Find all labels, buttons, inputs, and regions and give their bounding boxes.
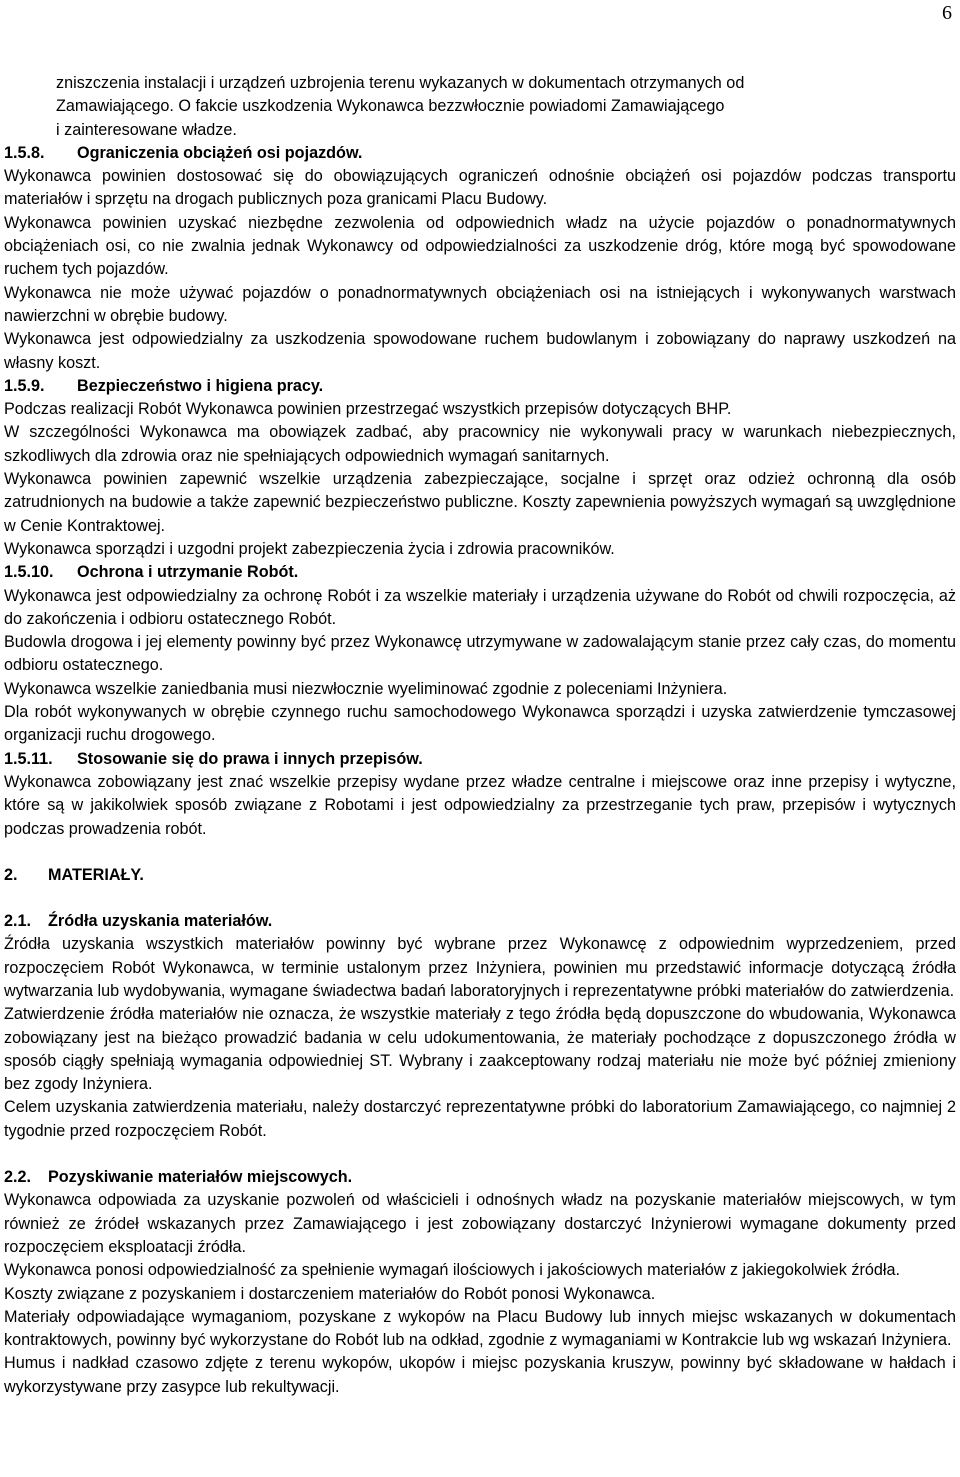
section-heading-1-5-9 xyxy=(4,375,956,398)
page-number: 6 xyxy=(942,2,952,24)
paragraph: Wykonawca odpowiada za uzyskanie pozwoleń od właścicieli i odnośnych władz na pozyskanie materiałów miejscowych, w tym również ze źródeł wskazanych przez Zamawiającego i jest zobowiązany dostarczyć Inżynierowi wymagane dokumenty przed rozpoczęciem eksploatacji źródła. xyxy=(4,1191,956,1256)
section-heading-2-1 xyxy=(4,910,956,933)
paragraph: Źródła uzyskania wszystkich materiałów powinny być wybrane przez Wykonawcę z odpowiednim wyprzedzeniem, przed rozpoczęciem Robót Wykonawca, w terminie ustalonym przez Inżyniera, powinien mu przedstawić informacje dotyczącą źródła wytwarzania lub wydobywania, wymagane świadectwa badań laboratoryjnych i reprezentatywne próbki materiałów do zatwierdzenia. xyxy=(4,935,956,1000)
paragraph: Dla robót wykonywanych w obrębie czynnego ruchu samochodowego Wykonawca sporządzi i uzyska zatwierdzenie tymczasowej organizacji ruchu drogowego. xyxy=(4,703,956,745)
paragraph: Wykonawca powinien uzyskać niezbędne zezwolenia od odpowiednich władz na użycie pojazdów o ponadnormatywnych obciążeniach osi, co nie zwalnia jednak Wykonawcy od odpowiedzialności za uszkodzenie dróg, które mogą być spowodowane ruchem tych pojazdów. xyxy=(4,213,956,279)
paragraph: Humus i nadkład czasowo zdjęte z terenu wykopów, ukopów i miejsc pozyskania kruszyw, powinny być składowane w hałdach i wykorzystywane przy zasypce lub rekultywacji. xyxy=(4,1354,956,1396)
paragraph: Wykonawca jest odpowiedzialny za ochronę Robót i za wszelkie materiały i urządzenia używane do Robót od chwili rozpoczęcia, aż do zakończenia i odbioru ostatecznego Robót. xyxy=(4,586,956,628)
section-heading-1-5-8 xyxy=(4,142,956,165)
paragraph: Materiały odpowiadające wymaganiom, pozyskane z wykopów na Placu Budowy lub innych miejsc wskazanych w dokumentach kontraktowych, powinny być wykorzystane do Robót lub na odkład, zgodnie z wymaganiami w Kontrakcie lub wg wskazań Inżyniera. xyxy=(4,1307,956,1350)
section-title: Źródła uzyskania materiałów. xyxy=(48,912,273,931)
paragraph: Wykonawca nie może używać pojazdów o ponadnormatywnych obciążeniach osi na istniejących i wykonywanych warstwach nawierzchni w obrębie budowy. xyxy=(4,283,956,325)
paragraph: Wykonawca sporządzi i uzgodni projekt zabezpieczenia życia i zdrowia pracowników. xyxy=(4,539,615,558)
document-body xyxy=(4,72,956,1399)
section-heading-1-5-11 xyxy=(4,748,956,771)
paragraph: Wykonawca wszelkie zaniedbania musi niezwłocznie wyeliminować zgodnie z poleceniami Inżyniera. xyxy=(4,679,728,698)
section-title: Stosowanie się do prawa i innych przepisów. xyxy=(77,749,423,768)
paragraph: W szczególności Wykonawca ma obowiązek zadbać, aby pracownicy nie wykonywali pracy w warunkach niebezpiecznych, szkodliwych dla zdrowia oraz nie spełniających odpowiednich wymagań sanitarnych. xyxy=(4,423,956,465)
spacer xyxy=(4,887,956,910)
section-heading-1-5-10 xyxy=(4,561,956,584)
section-number: 2.2. xyxy=(4,1168,32,1187)
section-number: 1.5.11. xyxy=(4,749,53,768)
section-number: 1.5.9. xyxy=(4,376,45,395)
spacer xyxy=(4,841,956,864)
section-title: Ograniczenia obciążeń osi pojazdów. xyxy=(77,143,363,162)
paragraph: Wykonawca jest odpowiedzialny za uszkodzenia spowodowane ruchem budowlanym i zobowiązany do naprawy uszkodzeń na własny koszt. xyxy=(4,330,956,372)
paragraph: Zatwierdzenie źródła materiałów nie oznacza, że wszystkie materiały z tego źródła będą dopuszczone do wbudowania, Wykonawca zobowiązany jest na bieżąco prowadzić badania w celu udokumentowania, że materiały pochodzące z dopuszczonego źródła w sposób ciągły spełniają wymagania odpowiedniej ST. Wybrany i zaakceptowany rodzaj materiału nie może być później zmieniony bez zgody Inżyniera. xyxy=(4,1005,956,1094)
paragraph: Koszty związane z pozyskaniem i dostarczeniem materiałów do Robót ponosi Wykonawca. xyxy=(4,1284,656,1303)
intro-line: zniszczenia instalacji i urządzeń uzbrojenia terenu wykazanych w dokumentach otrzymanych od xyxy=(56,74,745,92)
intro-line: Zamawiającego. O fakcie uszkodzenia Wykonawca bezzwłocznie powiadomi Zamawiającego xyxy=(56,97,725,116)
intro-paragraph xyxy=(4,72,956,142)
section-title: MATERIAŁY. xyxy=(48,865,144,884)
section-number: 1.5.10. xyxy=(4,563,54,582)
paragraph: Wykonawca zobowiązany jest znać wszelkie przepisy wydane przez władze centralne i miejscowe oraz inne przepisy i wytyczne, które są w jakikolwiek sposób związane z Robotami i jest odpowiedzialny za przestrzeganie tych praw, przepisów i wytycznych podczas prowadzenia robót. xyxy=(4,772,956,838)
section-number: 2.1. xyxy=(4,912,32,931)
paragraph: Wykonawca powinien dostosować się do obowiązujących ograniczeń odnośnie obciążeń osi pojazdów podczas transportu materiałów i sprzętu na drogach publicznych poza granicami Placu Budowy. xyxy=(4,167,956,209)
spacer xyxy=(4,1143,956,1166)
paragraph: Wykonawca ponosi odpowiedzialność za spełnienie wymagań ilościowych i jakościowych materiałów z jakiegokolwiek źródła. xyxy=(4,1261,900,1280)
paragraph: Celem uzyskania zatwierdzenia materiału, należy dostarczyć reprezentatywne próbki do laboratorium Zamawiającego, co najmniej 2 tygodnie przed rozpoczęciem Robót. xyxy=(4,1098,956,1140)
section-heading-2-2 xyxy=(4,1166,956,1189)
intro-line: i zainteresowane władze. xyxy=(56,120,237,139)
paragraph: Podczas realizacji Robót Wykonawca powinien przestrzegać wszystkich przepisów dotyczących BHP. xyxy=(4,400,732,419)
paragraph: Wykonawca powinien zapewnić wszelkie urządzenia zabezpieczające, socjalne i sprzęt oraz odzież ochronną dla osób zatrudnionych na budowie a także zapewnić bezpieczeństwo publiczne. Koszty zapewnienia powyższych wymagań są uwzględnione w Cenie Kontraktowej. xyxy=(4,470,957,535)
section-title: Ochrona i utrzymanie Robót. xyxy=(77,563,299,582)
section-number: 1.5.8. xyxy=(4,143,45,162)
section-number: 2. xyxy=(4,865,18,884)
section-title: Bezpieczeństwo i higiena pracy. xyxy=(77,376,324,395)
paragraph: Budowla drogowa i jej elementy powinny być przez Wykonawcę utrzymywane w zadowalającym stanie przez cały czas, do momentu odbioru ostatecznego. xyxy=(4,633,956,675)
section-heading-2 xyxy=(4,864,956,887)
section-title: Pozyskiwanie materiałów miejscowych. xyxy=(48,1168,353,1187)
